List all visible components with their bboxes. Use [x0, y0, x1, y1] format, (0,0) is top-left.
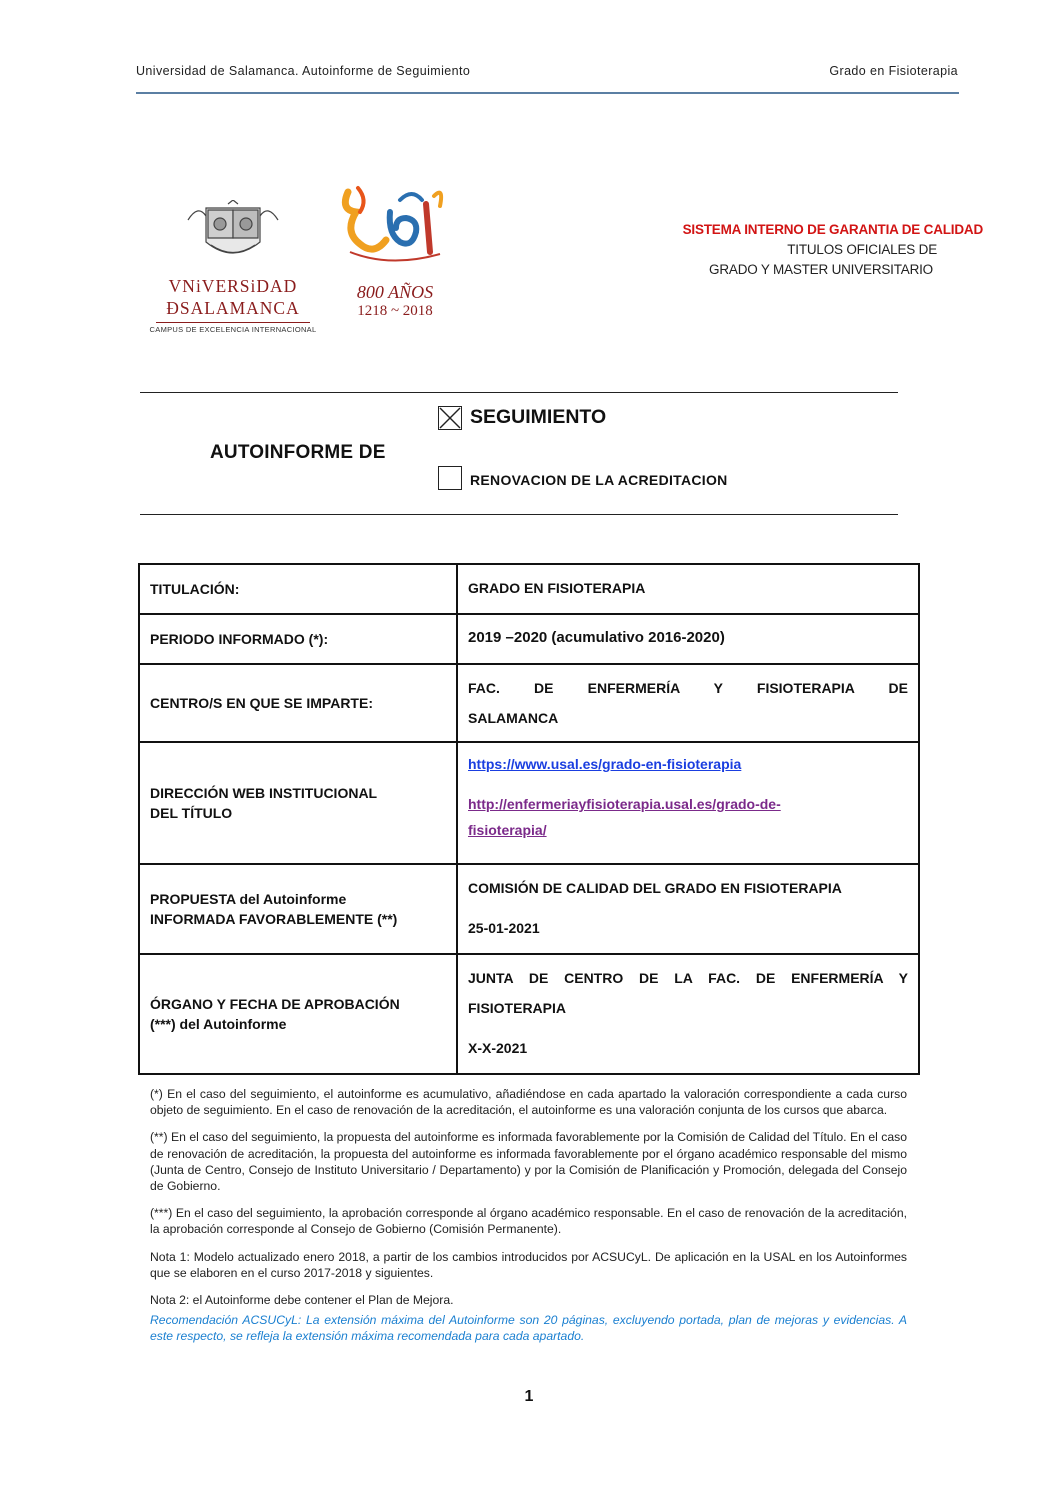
- propuesta-label-line2: INFORMADA FAVORABLEMENTE (**): [150, 911, 398, 927]
- anniversary-text: 800 AÑOS: [356, 282, 434, 302]
- quality-system-subtitle-2: GRADO Y MASTER UNIVERSITARIO: [709, 262, 933, 277]
- footnote-2: (**) En el caso del seguimiento, la propuesta del autoinforme es informada favorablemente por la Comisión de Calidad del Título. En el caso de renovación de acreditación, la propuesta del autoinforme es informada favorablemente por el órgano académico responsable del mismo (Junta de Centro, Consejo de Instituto Universitario / Departamento) y por la Comisión de Planificación y Promoción, delegada del Consejo de Gobierno.: [150, 1130, 907, 1194]
- checkbox-cross-icon: [439, 407, 461, 429]
- titulacion-label: TITULACIÓN:: [139, 564, 457, 614]
- table-row: [139, 614, 919, 664]
- organo-value-line1: JUNTA DE CENTRO DE LA FAC. DE ENFERMERÍA Y: [468, 970, 908, 986]
- organo-value-line2: FISIOTERAPIA: [468, 1000, 567, 1016]
- organo-value: [457, 954, 919, 1074]
- table-row: [139, 954, 919, 1074]
- anniversary-years: 1218 ~ 2018: [357, 303, 433, 319]
- table-row: [139, 564, 919, 614]
- propuesta-value: [457, 864, 919, 954]
- titulacion-value: GRADO EN FISIOTERAPIA: [457, 564, 919, 614]
- renovacion-option-label: RENOVACION DE LA ACREDITACION: [470, 472, 728, 488]
- anniversary-logo: [330, 182, 460, 332]
- university-logo: [148, 200, 318, 334]
- page-number: 1: [524, 1388, 534, 1405]
- note-2: Nota 2: el Autoinforme debe contener el Plan de Mejora.: [150, 1293, 454, 1308]
- centro-value-line2: SALAMANCA: [468, 710, 559, 726]
- university-campus: CAMPUS DE EXCELENCIA INTERNACIONAL: [149, 325, 317, 334]
- header-left: Universidad de Salamanca. Autoinforme de Seguimiento: [136, 64, 471, 78]
- organo-label: [139, 954, 457, 1074]
- report-type-bottom-rule: [140, 514, 898, 515]
- centro-label: CENTRO/S EN QUE SE IMPARTE:: [139, 664, 457, 742]
- organo-value-line3: X-X-2021: [468, 1040, 528, 1056]
- seguimiento-checkbox[interactable]: [438, 406, 462, 430]
- quality-system-subtitle-1: TITULOS OFICIALES DE: [787, 242, 937, 257]
- web-links: [457, 742, 919, 864]
- quality-system-title: SISTEMA INTERNO DE GARANTIA DE CALIDAD: [682, 222, 983, 237]
- degree-info-table: [138, 563, 920, 1075]
- organo-label-line1: ÓRGANO Y FECHA DE APROBACIÓN: [150, 996, 400, 1012]
- header-rule: [136, 92, 959, 94]
- web-link-faculty-line1: http://enfermeriayfisioterapia.usal.es/grado-de-: [468, 796, 781, 812]
- renovacion-checkbox[interactable]: [438, 466, 462, 490]
- report-type-label: AUTOINFORME DE: [210, 442, 386, 463]
- centro-value-line1: FAC. DE ENFERMERÍA Y FISIOTERAPIA DE: [468, 680, 908, 696]
- propuesta-label: [139, 864, 457, 954]
- logo-divider: [156, 322, 310, 323]
- table-row: [139, 742, 919, 864]
- propuesta-value-line1: COMISIÓN DE CALIDAD DEL GRADO EN FISIOTERAPIA: [468, 880, 842, 896]
- footnotes: [150, 1086, 907, 1356]
- web-link-faculty[interactable]: [468, 796, 781, 838]
- centro-value: [457, 664, 919, 742]
- header-right: Grado en Fisioterapia: [829, 64, 958, 78]
- web-label: [139, 742, 457, 864]
- periodo-value: 2019 –2020 (acumulativo 2016-2020): [457, 614, 919, 664]
- propuesta-value-line2: 25-01-2021: [468, 920, 540, 936]
- web-label-line2: DEL TÍTULO: [150, 805, 233, 821]
- university-name-line2: ÐSALAMANCA: [166, 298, 300, 318]
- university-name-line1: VNiVERSiDAD: [168, 276, 298, 296]
- footnote-3: (***) En el caso del seguimiento, la aprobación corresponde al órgano académico responsable. En el caso de renovación de la acreditación, la aprobación corresponde al Consejo de Gobierno (Comisión Permanente).: [150, 1206, 907, 1237]
- crest-icon: [148, 200, 318, 270]
- footnote-1: (*) En el caso del seguimiento, el autoinforme es acumulativo, añadiéndose en cada apartado la valoración correspondiente a cada curso objeto de seguimiento. En el caso de renovación de la acreditación, el autoinforme es una valoración conjunta de los cursos que abarca.: [150, 1087, 907, 1118]
- usal-dragon-icon: [330, 182, 460, 277]
- periodo-label: PERIODO INFORMADO (*):: [139, 614, 457, 664]
- quality-system-heading: [683, 220, 983, 280]
- web-label-line1: DIRECCIÓN WEB INSTITUCIONAL: [150, 785, 378, 801]
- report-type-top-rule: [140, 392, 898, 393]
- seguimiento-option-label: SEGUIMIENTO: [470, 406, 607, 428]
- web-link-usal[interactable]: https://www.usal.es/grado-en-fisioterapia: [468, 756, 742, 772]
- table-row: [139, 664, 919, 742]
- propuesta-label-line1: PROPUESTA del Autoinforme: [150, 891, 347, 907]
- web-link-faculty-line2: fisioterapia/: [468, 822, 547, 838]
- organo-label-line2: (***) del Autoinforme: [150, 1016, 287, 1032]
- table-row: [139, 864, 919, 954]
- note-1: Nota 1: Modelo actualizado enero 2018, a partir de los cambios introducidos por ACSUCyL. De aplicación en la USAL en los Autoinformes que se elaboren en el curso 2017-2018 y siguientes.: [150, 1249, 907, 1280]
- acsucyl-recommendation: Recomendación ACSUCyL: La extensión máxima del Autoinforme son 20 páginas, excluyendo portada, plan de mejoras y evidencias. A este respecto, se refleja la extensión máxima recomendada para cada apartado.: [150, 1313, 907, 1344]
